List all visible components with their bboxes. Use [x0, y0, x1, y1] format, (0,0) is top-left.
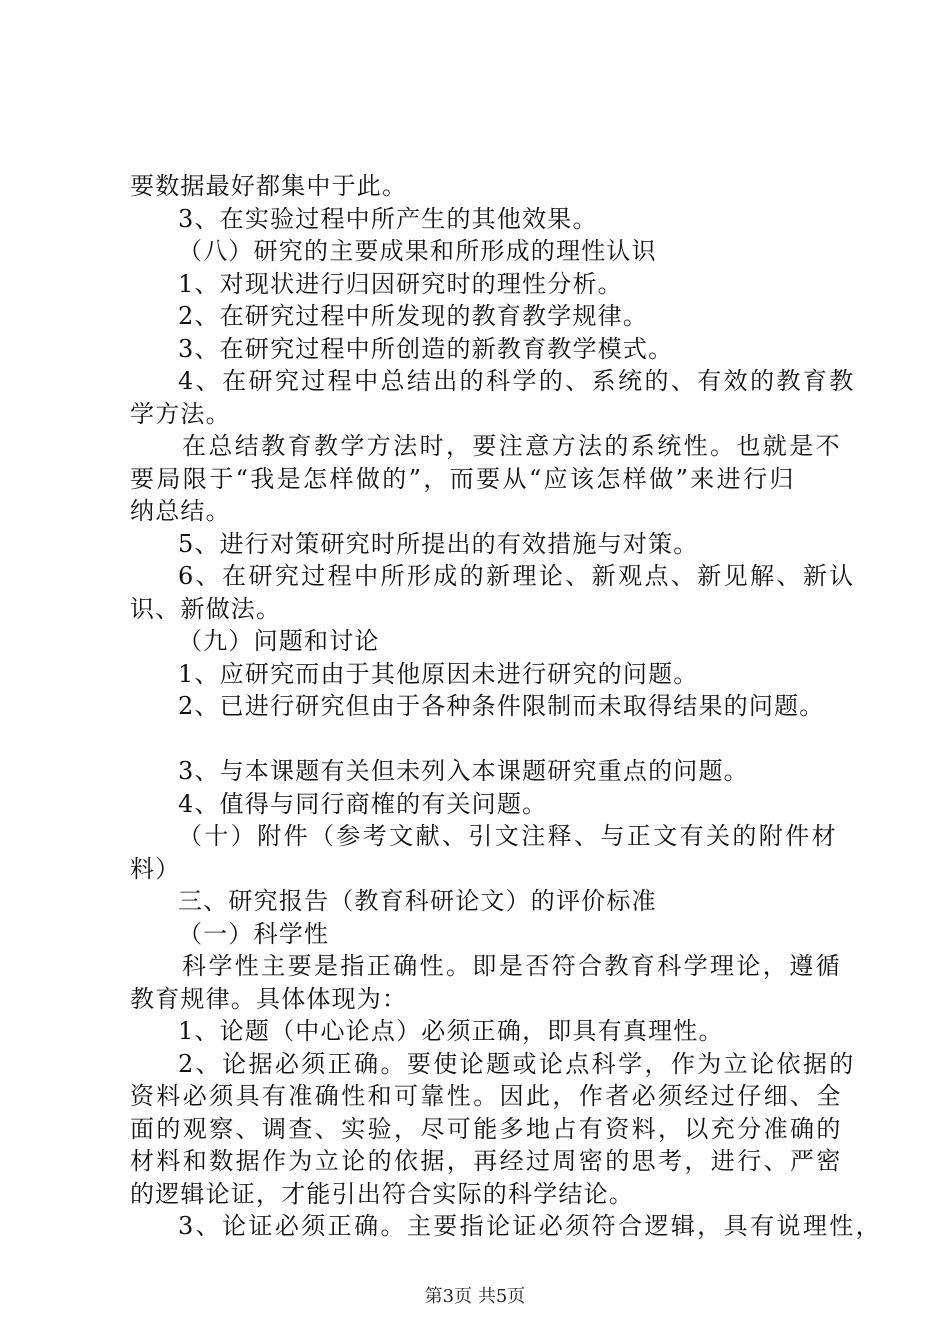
text-line: 要局限于“我是怎样做的”，而要从“应该怎样做”来进行归 [130, 464, 796, 493]
text-line: 5、进行对策研究时所提出的有效措施与对策。 [178, 529, 699, 558]
text-line: 3、在实验过程中所产生的其他效果。 [178, 204, 598, 233]
text-line: 纳总结。 [130, 497, 231, 525]
text-line: 科学性主要是指正确性。即是否符合教育科学理论，遵循 [182, 952, 842, 980]
text-line: 3、在研究过程中所创造的新教育教学模式。 [178, 334, 674, 363]
text-line: 3、论证必须正确。主要指论证必须符合逻辑，具有说理性， [178, 1212, 883, 1240]
section-heading: （八）研究的主要成果和所形成的理性认识 [178, 237, 657, 265]
document-body [130, 170, 883, 1243]
text-line: 4、在研究过程中总结出的科学的、系统的、有效的教育教 [178, 367, 856, 395]
text-line: 1、对现状进行归因研究时的理性分析。 [178, 269, 623, 298]
text-line: 学方法。 [130, 399, 231, 428]
text-line: 识、新做法。 [130, 594, 282, 623]
section-heading: （一）科学性 [178, 919, 330, 948]
section-heading: 三、研究报告（教育科研论文）的评价标准 [178, 887, 657, 915]
text-line: 1、论题（中心论点）必须正确，即具有真理性。 [178, 1017, 724, 1045]
text-line: 资料必须具有准确性和可靠性。因此，作者必须经过仔细、全 [130, 1082, 843, 1110]
text-line: 2、论据必须正确。要使论题或论点科学，作为立论依据的 [178, 1049, 856, 1078]
section-heading: （九）问题和讨论 [178, 627, 380, 655]
text-line: 料） [130, 854, 181, 883]
text-line: 3、与本课题有关但未列入本课题研究重点的问题。 [178, 757, 749, 785]
text-line: 1、应研究而由于其他原因未进行研究的问题。 [178, 659, 699, 688]
text-line: 2、已进行研究但由于各种条件限制而未取得结果的问题。 [178, 692, 825, 720]
text-line: 6、在研究过程中所形成的新理论、新观点、新见解、新认 [178, 562, 856, 590]
page-footer: 第3页 共5页 [424, 1286, 526, 1307]
blank-line [130, 723, 840, 756]
text-line: 教育规律。具体体现为： [130, 984, 408, 1013]
text-line: 在总结教育教学方法时，要注意方法的系统性。也就是不 [182, 432, 842, 460]
text-line: 面的观察、调查、实验，尽可能多地占有资料，以充分准确的 [130, 1114, 843, 1143]
text-line: 材料和数据作为立论的依据，再经过周密的思考，进行、严密 [130, 1147, 843, 1175]
text-line: 要数据最好都集中于此。 [130, 172, 408, 200]
section-heading: （十）附件（参考文献、引文注释、与正文有关的附件材 [178, 822, 838, 850]
text-line: 4、值得与同行商榷的有关问题。 [178, 789, 548, 818]
text-line: 的逻辑论证，才能引出符合实际的科学结论。 [130, 1179, 634, 1208]
text-line: 2、在研究过程中所发现的教育教学规律。 [178, 302, 649, 330]
